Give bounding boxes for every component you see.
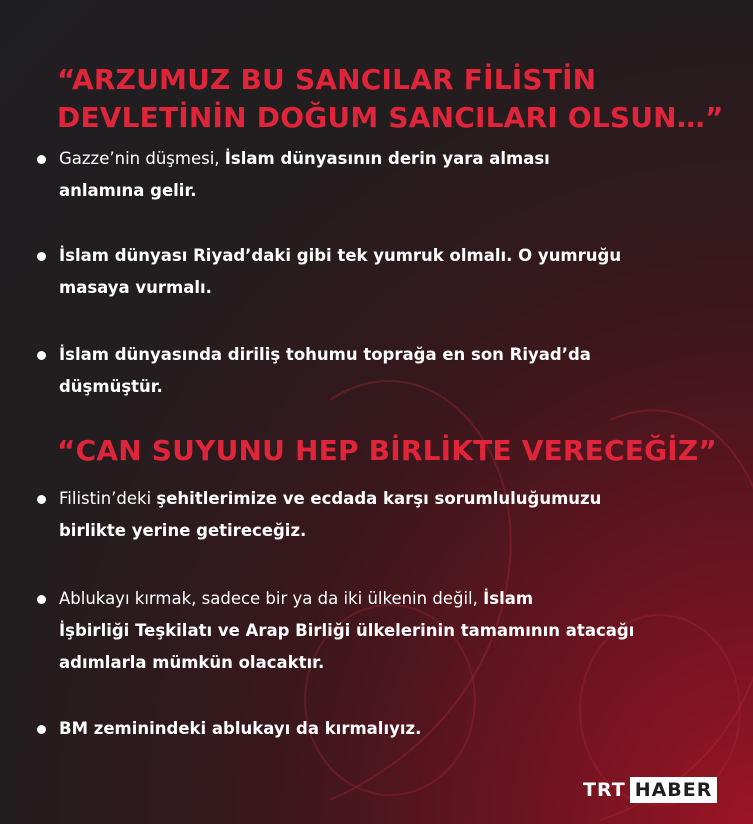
section1-heading-line2: DEVLETİNİN DOĞUM SANCILARI OLSUN…” — [57, 101, 724, 134]
bullet-3-line1: İslam dünyasında diriliş tohumu toprağa en son Riyad’da — [59, 345, 591, 364]
bullet-dot — [37, 252, 46, 261]
bullet-5-text-regular: Ablukayı kırmak, sadece bir ya da iki ülkenin değil, — [59, 589, 484, 608]
bullet-dot — [37, 351, 46, 360]
trt-haber-logo — [583, 777, 717, 803]
bullet-2-line2: masaya vurmalı. — [59, 278, 212, 297]
bullet-dot — [37, 725, 46, 734]
bullet-1-line2: anlamına gelir. — [59, 181, 197, 200]
bullet-dot — [37, 495, 46, 504]
section1-heading — [57, 61, 724, 137]
bullet-5-line3: adımlarla mümkün olacaktır. — [59, 653, 325, 672]
logo-trt: TRT — [583, 779, 626, 801]
bullet-4-line2: birlikte yerine getireceğiz. — [59, 521, 307, 540]
bullet-3 — [0, 339, 700, 403]
bullet-2 — [0, 240, 700, 304]
bullet-2-line1: İslam dünyası Riyad’daki gibi tek yumruk olmalı. O yumruğu — [59, 246, 622, 265]
bullet-4 — [0, 483, 700, 547]
bullet-5-text-bold: İslam — [483, 589, 534, 608]
bullet-5 — [0, 583, 700, 679]
bullet-1 — [0, 143, 700, 207]
bullet-dot — [37, 595, 46, 604]
section1-heading-line1: “ARZUMUZ BU SANCILAR FİLİSTİN — [57, 63, 597, 96]
bullet-6-line1: BM zeminindeki ablukayı da kırmalıyız. — [59, 719, 422, 738]
bullet-4-text-regular: Filistin’deki — [59, 489, 157, 508]
section2-heading: “CAN SUYUNU HEP BİRLİKTE VERECEĞİZ” — [57, 434, 717, 467]
bullet-4-text-bold: şehitlerimize ve ecdada karşı sorumluluğumuzu — [156, 489, 602, 508]
bullet-dot — [37, 155, 46, 164]
bullet-1-text-bold: İslam dünyasının derin yara alması — [224, 149, 550, 168]
bullet-1-text-regular: Gazze’nin düşmesi, — [59, 149, 225, 168]
bullet-5-line2: İşbirliği Teşkilatı ve Arap Birliği ülkelerinin tamamının atacağı — [59, 621, 635, 640]
bullet-6 — [0, 713, 700, 745]
bullet-3-line2: düşmüştür. — [59, 377, 163, 396]
logo-haber: HABER — [630, 777, 718, 803]
